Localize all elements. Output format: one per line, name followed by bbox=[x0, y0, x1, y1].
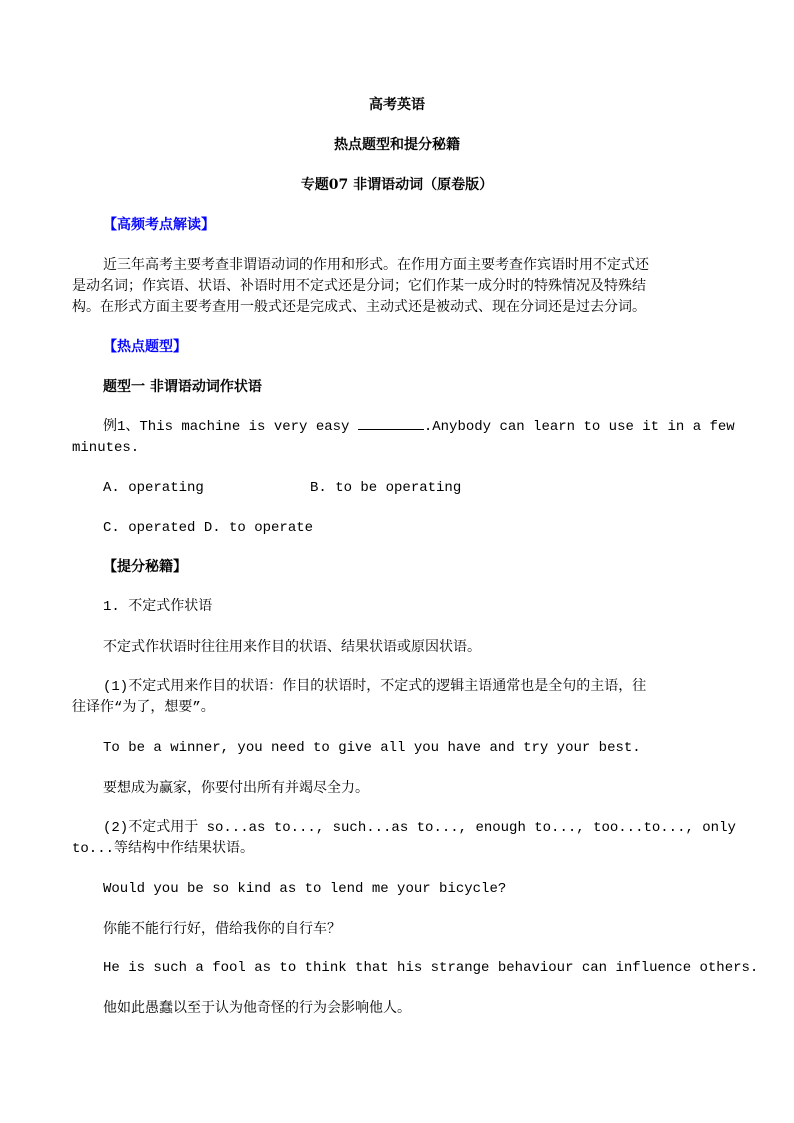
sub-point-1-line-1: (1)不定式用来作目的状语：作目的状语时，不定式的逻辑主语通常也是全句的主语，往 bbox=[103, 679, 647, 695]
sub-point-2-line-2: to...等结构中作结果状语。 bbox=[72, 841, 255, 857]
point-1: 1. 不定式作状语 bbox=[103, 599, 213, 615]
example-en-2: Would you be so kind as to lend me your bicycle? bbox=[103, 881, 507, 897]
example-en-1: To be a winner, you need to give all you have and try your best. bbox=[103, 740, 641, 756]
type-one-heading: 题型一 非谓语动词作状语 bbox=[103, 379, 262, 395]
option-a: A. operating bbox=[103, 480, 204, 496]
heading-high-frequency: 【高频考点解读】 bbox=[103, 217, 215, 233]
example-1-suffix: .Anybody can learn to use it in a few bbox=[423, 419, 735, 435]
example-zh-1: 要想成为赢家，你要付出所有并竭尽全力。 bbox=[103, 780, 369, 796]
example-1-line-2: minutes. bbox=[72, 440, 140, 456]
sub-point-1-line-2: 往译作“为了，想要”。 bbox=[72, 700, 215, 716]
example-1-prefix: 例1、This machine is very easy bbox=[103, 419, 350, 435]
point-1-intro: 不定式作状语时往往用来作目的状语、结果状语或原因状语。 bbox=[103, 639, 481, 655]
heading-tips: 【提分秘籍】 bbox=[103, 559, 187, 575]
overview-line-2: 是动名词；作宾语、状语、补语时用不定式还是分词；它们作某一成分时的特殊情况及特殊结 bbox=[72, 278, 646, 294]
heading-hot-types: 【热点题型】 bbox=[103, 339, 187, 355]
option-b: B. to be operating bbox=[310, 480, 462, 496]
overview-line-1: 近三年高考主要考查非谓语动词的作用和形式。在作用方面主要考查作宾语时用不定式还 bbox=[103, 257, 649, 273]
doc-title: 高考英语 bbox=[369, 97, 425, 113]
options-row-2: C. operated D. to operate bbox=[103, 520, 314, 536]
overview-line-3: 构。在形式方面主要考查用一般式还是完成式、主动式还是被动式、现在分词还是过去分词。 bbox=[72, 299, 646, 315]
example-1-line-1 bbox=[103, 417, 735, 438]
doc-topic: 专题07 非谓语动词（原卷版） bbox=[300, 177, 494, 193]
example-zh-3: 他如此愚蠢以至于认为他奇怪的行为会影响他人。 bbox=[103, 1000, 411, 1016]
answer-blank bbox=[358, 417, 424, 430]
doc-subtitle: 热点题型和提分秘籍 bbox=[334, 137, 460, 153]
example-zh-2: 你能不能行行好，借给我你的自行车？ bbox=[103, 921, 341, 937]
example-en-3: He is such a fool as to think that his strange behaviour can influence others. bbox=[103, 960, 759, 976]
options-row-1 bbox=[103, 478, 663, 499]
sub-point-2-line-1: (2)不定式用于 so...as to..., such...as to..., enough to..., too...to..., only bbox=[103, 820, 736, 836]
